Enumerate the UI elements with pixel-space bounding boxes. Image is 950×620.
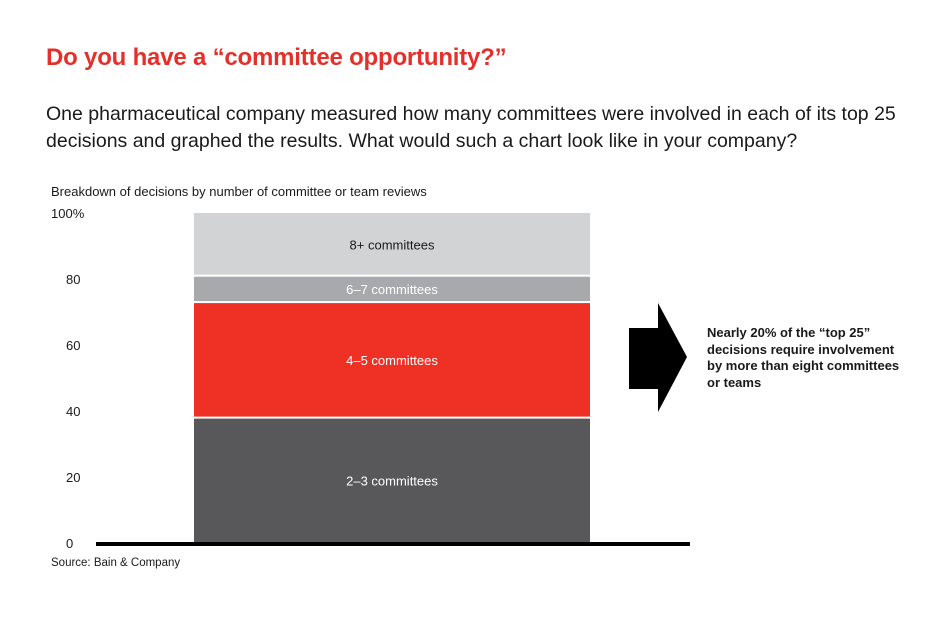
segment-label: 8+ committees — [349, 237, 435, 253]
segment-label: 2–3 committees — [346, 473, 438, 489]
y-tick-label: 100% — [51, 206, 85, 221]
y-tick-label: 40 — [66, 404, 81, 419]
y-tick-label: 0 — [66, 536, 74, 551]
source-note: Source: Bain & Company — [51, 557, 181, 569]
segment-label: 4–5 committees — [346, 352, 438, 368]
y-tick-label: 80 — [66, 272, 81, 287]
chart-title: Breakdown of decisions by number of committee or team reviews — [51, 184, 427, 199]
segment-separator — [194, 417, 590, 419]
y-axis-ticks — [51, 206, 85, 551]
y-tick-label: 20 — [66, 470, 81, 485]
bar-segments — [194, 213, 590, 543]
right-arrow-icon — [629, 303, 687, 412]
y-tick-label: 60 — [66, 338, 81, 353]
callout-text: Nearly 20% of the “top 25” decisions require involvement by more than eight committees or teams — [707, 325, 900, 390]
segment-separator — [194, 275, 590, 277]
baseline — [96, 542, 690, 546]
segment-label: 6–7 committees — [346, 281, 438, 297]
page-title: Do you have a “committee opportunity?” — [46, 44, 507, 71]
segment-separator — [194, 301, 590, 303]
intro-paragraph: One pharmaceutical company measured how many committees were involved in each of its top 25 decisions and graphed the results. What would such a chart look like in your company? — [46, 103, 896, 152]
